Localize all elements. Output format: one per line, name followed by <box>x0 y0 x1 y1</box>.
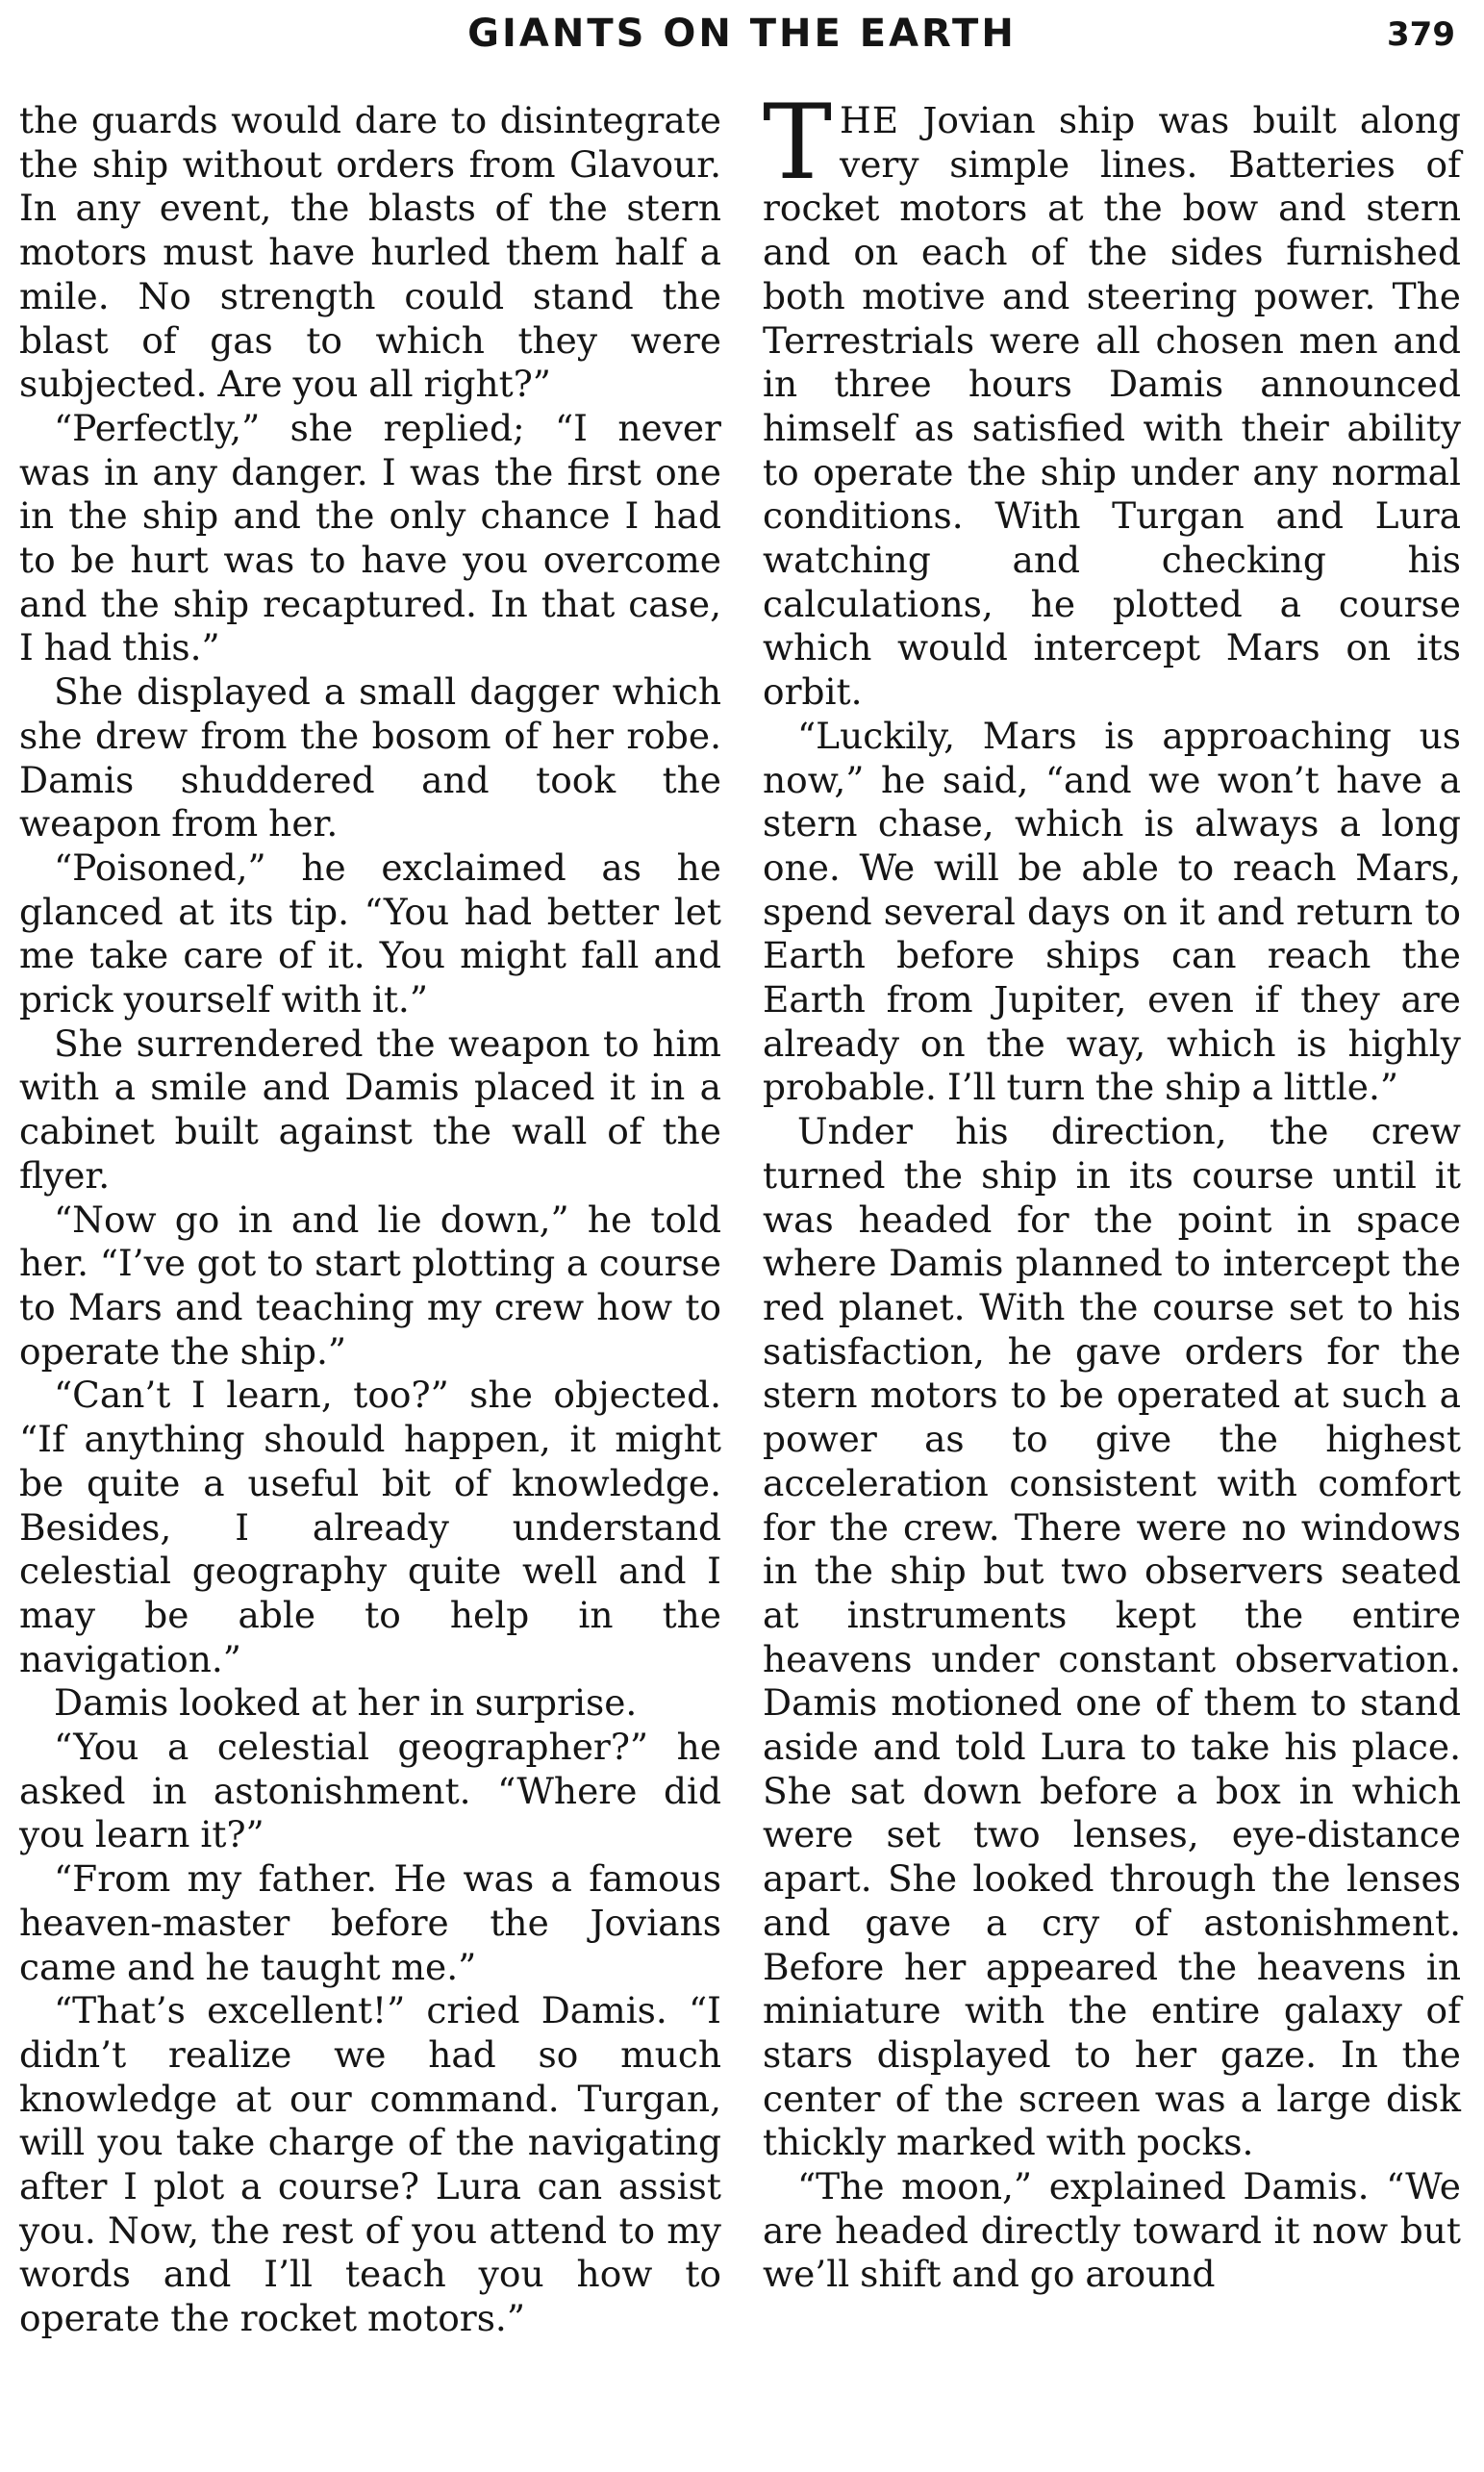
running-head <box>0 6 1484 63</box>
paragraph: “Luckily, Mars is approaching us now,” he said, “and we won’t have a stern chase, which is always a long one. We will be able to reach Mars, spend several days on it and return to Earth before ships can reach the Earth from Jupiter, even if they are already on the way, which is highly probable. I’ll turn the ship a little.” <box>763 714 1461 1109</box>
paragraph: Under his direction, the crew turned the ship in its course until it was headed for the point in space where Damis planned to intercept the red planet. With the course set to his satisfaction, he gave orders for the stern motors to be operated at such a power as to give the highest acceleration consistent with comfort for the crew. There were no windows in the ship but two observers seated at instruments kept the entire heavens under constant observation. Damis motioned one of them to stand aside and told Lura to take his place. She sat down before a box in which were set two lenses, eye-distance apart. She looked through the lenses and gave a cry of astonishment. Before her appeared the heavens in miniature with the entire galaxy of stars displayed to her gaze. In the center of the screen was a large disk thickly marked with pocks. <box>763 1110 1461 2164</box>
opening-text: Jovian ship was built along very simple lines. Batteries of rocket motors at the bow and stern and on each of the sides furnished both motive and steering power. The Terrestrials were all chosen men and in three hours Damis announced himself as satisfied with their ability to operate the ship under any normal conditions. With Turgan and Lura watching and checking his calculations, he plotted a course which would intercept Mars on its orbit. <box>763 99 1461 714</box>
paragraph: She displayed a small dagger which she drew from the bosom of her robe. Damis shuddered and took the weapon from her. <box>19 670 721 845</box>
paragraph: “You a celestial geographer?” he asked in astonishment. “Where did you learn it?” <box>19 1726 721 1856</box>
opening-paragraph <box>763 83 1461 715</box>
paragraph: She surrendered the weapon to him with a smile and Damis placed it in a cabinet built against the wall of the flyer. <box>19 1022 721 1197</box>
paragraph: “The moon,” explained Damis. “We are headed directly toward it now but we’ll shift and go around <box>763 2165 1461 2296</box>
page-title: GIANTS ON THE EARTH <box>467 12 1017 56</box>
drop-cap: T <box>763 83 833 203</box>
paragraph: “From my father. He was a famous heaven-master before the Jovians came and he taught me.” <box>19 1857 721 1988</box>
paragraph: “Perfectly,” she replied; “I never was in any danger. I was the first one in the ship and the only chance I had to be hurt was to have you overcome and the ship recaptured. In that case, I had this.” <box>19 406 721 669</box>
page-number: 379 <box>1387 15 1455 54</box>
paragraph: the guards would dare to disintegrate the ship without orders from Glavour. In any event, the blasts of the stern motors must have hurled them half a mile. No strength could stand the blast of gas to which they were subjected. Are you all right?” <box>19 99 721 406</box>
paragraph: “Poisoned,” he exclaimed as he glanced at its tip. “You had better let me take care of it. You might fall and prick yourself with it.” <box>19 845 721 1022</box>
paragraph: Damis looked at her in surprise. <box>54 1681 638 1725</box>
left-column <box>19 99 721 2341</box>
right-column <box>763 83 1461 2297</box>
paragraph: “Now go in and lie down,” he told her. “I’ve got to start plotting a course to Mars and teaching my crew how to operate the ship.” <box>19 1198 721 1373</box>
paragraph: “That’s excellent!” cried Damis. “I didn’t realize we had so much knowledge at our command. Turgan, will you take charge of the navigating after I plot a course? Lura can assist you. Now, the rest of you attend to my words and I’ll teach you how to operate the rocket motors.” <box>19 1989 721 2340</box>
paragraph: “Can’t I learn, too?” she objected. “If anything should happen, it might be quite a useful bit of knowledge. Besides, I already understand celestial geography quite well and I may be able to help in the navigation.” <box>19 1374 721 1680</box>
opening-caps: HE <box>840 99 900 141</box>
